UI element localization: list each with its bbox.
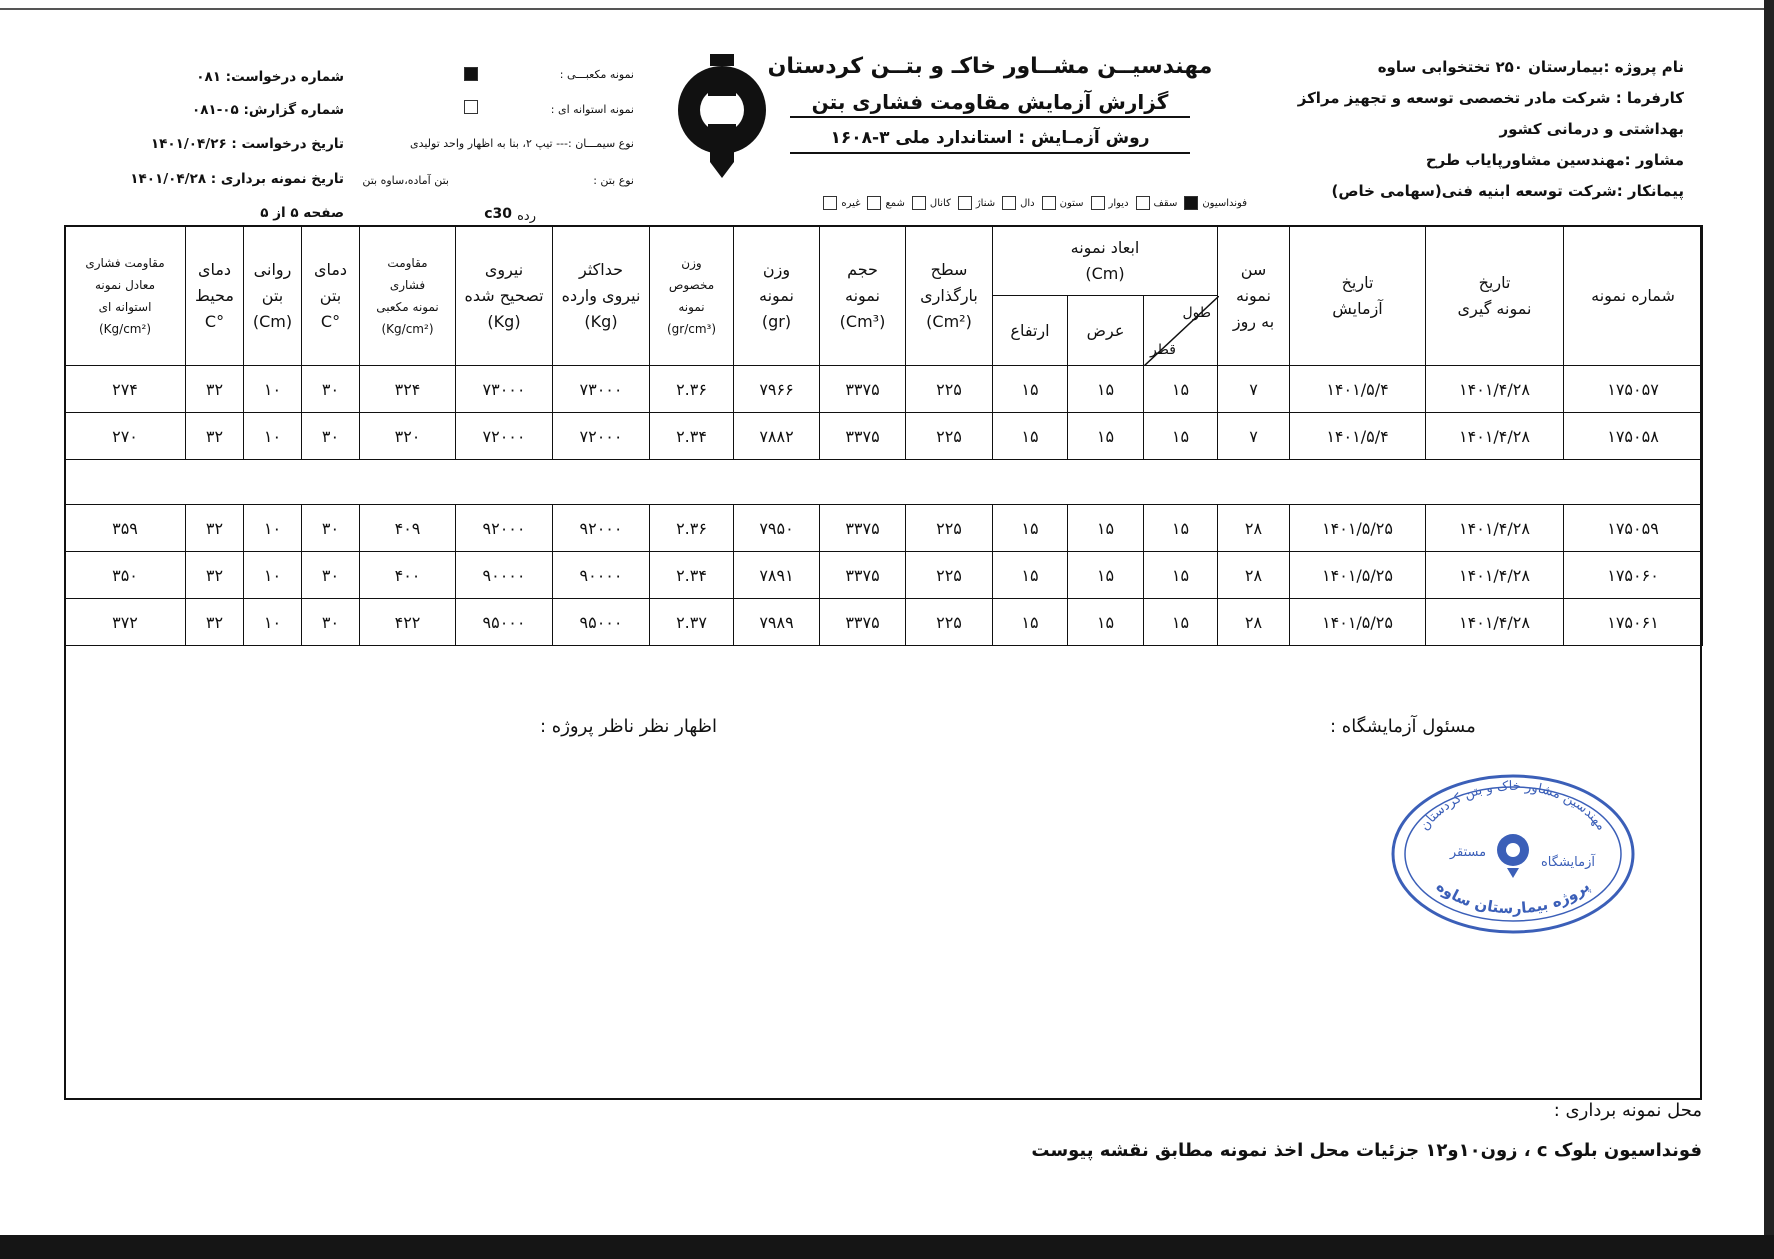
col-loading-area: سطح بارگذاری (Cm²) xyxy=(906,226,993,366)
table-cell: ۱۴۰۱/۵/۲۵ xyxy=(1290,599,1426,646)
checkbox-channel[interactable] xyxy=(912,196,926,210)
table-cell: ۷۹۶۶ xyxy=(734,366,820,413)
table-cell: ۳۳۷۵ xyxy=(820,552,906,599)
col-slump: روانی بتن (Cm) xyxy=(244,226,302,366)
table-cell: ۷ xyxy=(1218,413,1290,460)
test-results-table xyxy=(64,225,1703,646)
table-cell: ۳۰ xyxy=(302,505,360,552)
table-cell: ۲.۳۶ xyxy=(650,366,734,413)
table-cell: ۹۰۰۰۰ xyxy=(456,552,553,599)
table-cell: ۱۵ xyxy=(1068,366,1144,413)
table-cell: ۹۲۰۰۰ xyxy=(553,505,650,552)
table-cell: ۳۲۴ xyxy=(360,366,456,413)
table-cell: ۱۴۰۱/۴/۲۸ xyxy=(1426,366,1564,413)
stamp-left-word: مستقر xyxy=(1449,845,1487,860)
request-date: تاریخ درخواست : ۱۴۰۱/۰۴/۲۶ xyxy=(150,136,344,152)
table-cell: ۲۲۵ xyxy=(906,505,993,552)
checkbox-column[interactable] xyxy=(1042,196,1056,210)
concrete-type-label: نوع بتن : xyxy=(593,174,634,187)
table-cell: ۷۲۰۰۰ xyxy=(553,413,650,460)
table-cell: ۱۴۰۱/۴/۲۸ xyxy=(1426,505,1564,552)
table-cell: ۱۵ xyxy=(1068,599,1144,646)
table-separator-row xyxy=(65,460,1703,505)
table-cell: ۱۴۰۱/۵/۲۵ xyxy=(1290,505,1426,552)
structural-elements xyxy=(712,196,1247,210)
table-cell: ۱۵ xyxy=(1144,505,1218,552)
project-info xyxy=(1164,52,1684,207)
col-test-date: تاریخ آزمایش xyxy=(1290,226,1426,366)
table-cell: ۱۵ xyxy=(1068,505,1144,552)
table-cell: ۳۵۰ xyxy=(65,552,186,599)
col-sampling-date: تاریخ نمونه گیری xyxy=(1426,226,1564,366)
table-cell: ۳۲ xyxy=(186,366,244,413)
table-cell: ۳۰ xyxy=(302,599,360,646)
consultant: مشاور :مهندسین مشاورپایاب طرح xyxy=(1425,151,1684,169)
table-cell: ۳۳۷۵ xyxy=(820,599,906,646)
element-foundation: فونداسیون xyxy=(1184,196,1247,210)
table-cell: ۱۵ xyxy=(1068,552,1144,599)
scan-edge-top xyxy=(0,0,1774,10)
table-cell: ۳۲۰ xyxy=(360,413,456,460)
table-cell: ۱۵ xyxy=(1144,552,1218,599)
table-cell: ۲.۳۶ xyxy=(650,505,734,552)
table-cell: ۳۷۲ xyxy=(65,599,186,646)
stamp-top-text: مهندسین مشاور خاک و بتن کردستان xyxy=(1417,778,1609,834)
table-cell: ۳۳۷۵ xyxy=(820,505,906,552)
table-cell: ۷۹۸۹ xyxy=(734,599,820,646)
table-body xyxy=(65,366,1703,646)
table-cell: ۱۵ xyxy=(1144,413,1218,460)
col-width: عرض xyxy=(1068,296,1144,366)
stamp-bottom-text: پروژه بیمارستان ساوه xyxy=(1432,876,1594,918)
cube-sample-label: نمونه مکعبـــی : xyxy=(559,68,634,81)
table-cell: ۱۷۵۰۵۷ xyxy=(1564,366,1703,413)
table-cell: ۷۲۰۰۰ xyxy=(456,413,553,460)
col-dimensions: ابعاد نمونه (Cm) xyxy=(993,226,1218,296)
lab-manager-label: مسئول آزمایشگاه : xyxy=(1330,716,1476,737)
table-cell: ۱۷۵۰۶۱ xyxy=(1564,599,1703,646)
separator-cell xyxy=(65,460,1703,505)
table-cell: ۹۵۰۰۰ xyxy=(553,599,650,646)
table-cell: ۲۲۵ xyxy=(906,552,993,599)
scan-edge-right xyxy=(1764,0,1774,1259)
col-cube-strength: مقاومت فشاری نمونه مکعبی (Kg/cm²) xyxy=(360,226,456,366)
checkbox-tie-beam[interactable] xyxy=(958,196,972,210)
checkbox-roof[interactable] xyxy=(1136,196,1150,210)
table-cell: ۲۸ xyxy=(1218,505,1290,552)
table-cell: ۴۰۹ xyxy=(360,505,456,552)
table-cell: ۳۵۹ xyxy=(65,505,186,552)
supervisor-comment-label: اظهار نظر ناظر پروژه : xyxy=(540,716,717,737)
table-cell: ۱۵ xyxy=(993,505,1068,552)
table-cell: ۷۳۰۰۰ xyxy=(456,366,553,413)
table-cell: ۳۲ xyxy=(186,599,244,646)
table-cell: ۲۲۵ xyxy=(906,366,993,413)
table-cell: ۷۹۵۰ xyxy=(734,505,820,552)
grade-label: رده xyxy=(517,209,536,224)
table-cell: ۱۰ xyxy=(244,413,302,460)
sampling-location-value: فونداسیون بلوک c ، زون۱۰و۱۲ جزئیات محل اخذ نمونه مطابق نقشه پیوست xyxy=(1031,1140,1702,1161)
table-cell: ۲۷۴ xyxy=(65,366,186,413)
checkbox-pile[interactable] xyxy=(867,196,881,210)
col-volume: حجم نمونه (Cm³) xyxy=(820,226,906,366)
table-cell: ۳۰ xyxy=(302,366,360,413)
table-cell: ۹۰۰۰۰ xyxy=(553,552,650,599)
element-roof: سقف xyxy=(1136,196,1178,210)
table-cell: ۴۲۲ xyxy=(360,599,456,646)
table-cell: ۲.۳۷ xyxy=(650,599,734,646)
table-cell: ۱۵ xyxy=(1068,413,1144,460)
table-row xyxy=(65,505,1703,552)
table-cell: ۱۷۵۰۵۸ xyxy=(1564,413,1703,460)
table-row xyxy=(65,366,1703,413)
table-cell: ۱۴۰۱/۴/۲۸ xyxy=(1426,552,1564,599)
contractor: پیمانکار :شرکت توسعه ابنیه فنی(سهامی خاص) xyxy=(1331,182,1684,200)
table-cell: ۱۴۰۱/۵/۴ xyxy=(1290,366,1426,413)
sampling-date: تاریخ نمونه برداری : ۱۴۰۱/۰۴/۲۸ xyxy=(130,171,344,187)
grade-value: c30 xyxy=(484,206,512,222)
element-pile: شمع xyxy=(867,196,904,210)
cylinder-sample-label: نمونه استوانه ای : xyxy=(550,103,634,116)
checkbox-foundation[interactable] xyxy=(1184,196,1198,210)
table-cell: ۱۰ xyxy=(244,552,302,599)
checkbox-slab[interactable] xyxy=(1002,196,1016,210)
table-cell: ۱۴۰۱/۴/۲۸ xyxy=(1426,599,1564,646)
table-cell: ۷۳۰۰۰ xyxy=(553,366,650,413)
stamp-right-word: آزمایشگاه xyxy=(1541,855,1595,870)
client-line-2: بهداشتی و درمانی کشور xyxy=(1499,120,1684,138)
table-cell: ۱۵ xyxy=(993,413,1068,460)
table-cell: ۳۰ xyxy=(302,552,360,599)
col-ambient-temp: دمای محیط °C xyxy=(186,226,244,366)
col-max-force: حداکثر نیروی وارده (Kg) xyxy=(553,226,650,366)
element-column: ستون xyxy=(1042,196,1084,210)
table-cell: ۲۸ xyxy=(1218,552,1290,599)
company-logo xyxy=(672,52,772,180)
table-cell: ۴۰۰ xyxy=(360,552,456,599)
report-title: گزارش آزمایش مقاومت فشاری بتن xyxy=(790,90,1190,118)
table-cell: ۹۲۰۰۰ xyxy=(456,505,553,552)
col-corrected-force: نیروی تصحیح شده (Kg) xyxy=(456,226,553,366)
table-cell: ۱۵ xyxy=(993,366,1068,413)
table-cell: ۷۸۹۱ xyxy=(734,552,820,599)
table-cell: ۳۲ xyxy=(186,413,244,460)
report-number: شماره گزارش: ۰۵-۰۸۱ xyxy=(191,102,344,118)
table-cell: ۱۵ xyxy=(993,599,1068,646)
table-row xyxy=(65,599,1703,646)
checkbox-other[interactable] xyxy=(823,196,837,210)
test-method: روش آزمـایش : استاندارد ملی ۳-۱۶۰۸ xyxy=(790,128,1190,154)
element-other: غیره xyxy=(823,196,860,210)
table-cell: ۲.۳۴ xyxy=(650,552,734,599)
table-cell: ۱۰ xyxy=(244,366,302,413)
table-cell: ۳۲ xyxy=(186,552,244,599)
table-cell: ۲۷۰ xyxy=(65,413,186,460)
cement-type: نوع سیمـــان :--- تیپ ۲، بنا به اظهار واحد تولیدی xyxy=(409,137,634,150)
company-name: مهندسیــن مشــاور خاکـ و بتــن کردستان xyxy=(767,54,1213,79)
table-cell: ۱۰ xyxy=(244,599,302,646)
table-cell: ۷۸۸۲ xyxy=(734,413,820,460)
element-channel: کانال xyxy=(912,196,951,210)
col-weight: وزن نمونه (gr) xyxy=(734,226,820,366)
checkbox-wall[interactable] xyxy=(1091,196,1105,210)
table-cell: ۱۰ xyxy=(244,505,302,552)
col-cylinder-strength: مقاومت فشاری معادل نمونه استوانه ای (Kg/cm²) xyxy=(65,226,186,366)
table-cell: ۱۵ xyxy=(1144,366,1218,413)
table-cell: ۳۳۷۵ xyxy=(820,366,906,413)
col-concrete-temp: دمای بتن °C xyxy=(302,226,360,366)
element-tie-beam: شناژ xyxy=(958,196,995,210)
col-density: وزن مخصوص نمونه (gr/cm³) xyxy=(650,226,734,366)
diameter-label: قطر xyxy=(1150,342,1176,358)
table-cell: ۱۵ xyxy=(1144,599,1218,646)
table-cell: ۳۲ xyxy=(186,505,244,552)
col-sample-number: شماره نمونه xyxy=(1564,226,1703,366)
table-cell: ۲۸ xyxy=(1218,599,1290,646)
table-cell: ۳۰ xyxy=(302,413,360,460)
table-cell: ۲۲۵ xyxy=(906,599,993,646)
concrete-type-value: بتن آماده،ساوه بتن xyxy=(362,174,449,187)
scan-edge-bottom xyxy=(0,1235,1774,1259)
col-length-diameter xyxy=(1144,296,1218,366)
length-label: طول xyxy=(1182,305,1211,321)
table-cell: ۲۲۵ xyxy=(906,413,993,460)
table-row xyxy=(65,413,1703,460)
table-cell: ۱۴۰۱/۴/۲۸ xyxy=(1426,413,1564,460)
request-number: شماره درخواست: ۰۸۱ xyxy=(196,69,344,85)
table-cell: ۹۵۰۰۰ xyxy=(456,599,553,646)
lab-stamp xyxy=(1388,770,1638,938)
table-cell: ۱۴۰۱/۵/۲۵ xyxy=(1290,552,1426,599)
cube-sample-checkbox[interactable] xyxy=(464,67,478,81)
sampling-location-label: محل نمونه برداری : xyxy=(1553,1100,1702,1121)
table-cell: ۱۵ xyxy=(993,552,1068,599)
table-cell: ۲.۳۴ xyxy=(650,413,734,460)
table-row xyxy=(65,552,1703,599)
project-name: نام پروژه :بیمارستان ۲۵۰ تختخوابی ساوه xyxy=(1377,58,1684,76)
client-line-1: کارفرما : شرکت مادر تخصصی توسعه و تجهیز مراکز xyxy=(1297,89,1684,107)
table-cell: ۷ xyxy=(1218,366,1290,413)
table-cell: ۱۴۰۱/۵/۴ xyxy=(1290,413,1426,460)
cylinder-sample-checkbox[interactable] xyxy=(464,100,478,114)
svg-text:مهندسین مشاور خاک و بتن کردستا xyxy=(1417,779,1608,834)
col-age-days: سن نمونه به روز xyxy=(1218,226,1290,366)
page-number: صفحه ۵ از ۵ xyxy=(260,205,344,221)
table-cell: ۱۷۵۰۶۰ xyxy=(1564,552,1703,599)
element-slab: دال xyxy=(1002,196,1035,210)
col-height: ارتفاع xyxy=(993,296,1068,366)
table-cell: ۳۳۷۵ xyxy=(820,413,906,460)
element-wall: دیوار xyxy=(1091,196,1129,210)
table-cell: ۱۷۵۰۵۹ xyxy=(1564,505,1703,552)
